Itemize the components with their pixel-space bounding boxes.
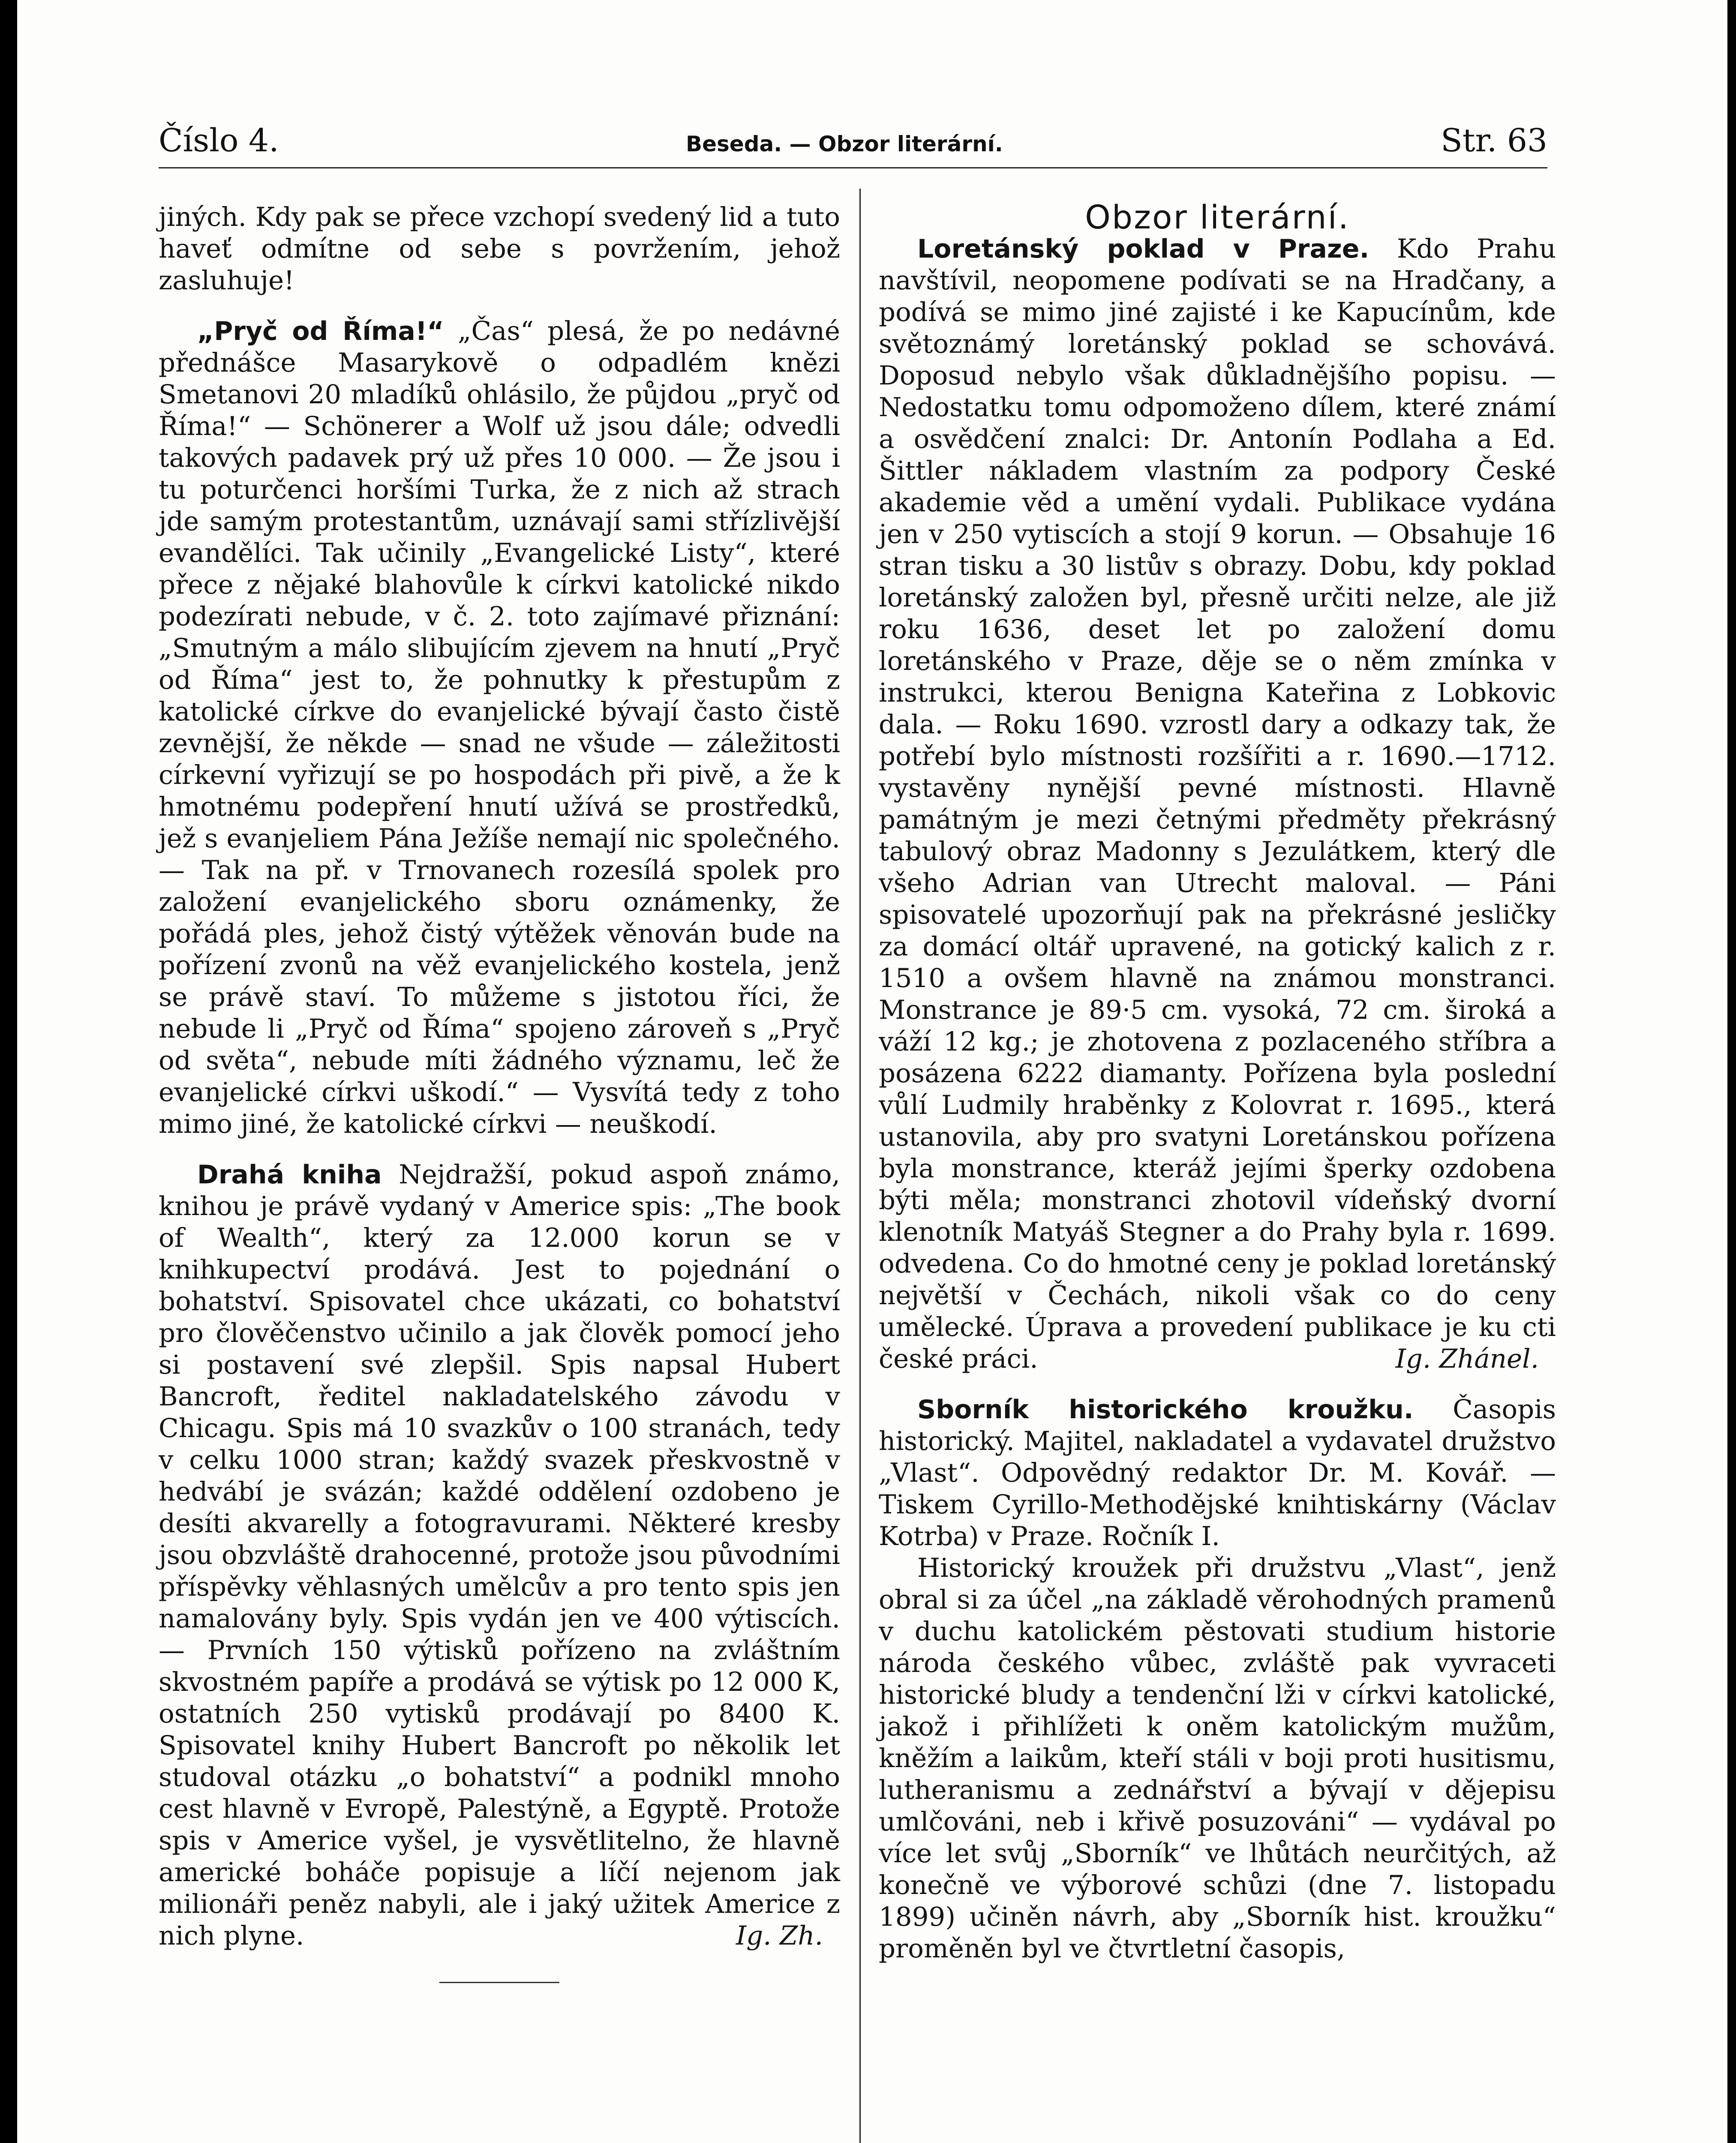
article-sbornik bbox=[879, 1394, 1556, 1552]
article-title: Drahá kniha bbox=[197, 1160, 382, 1190]
article-signature: Ig. Zh. bbox=[736, 1921, 823, 1951]
article-pryc-od-rima bbox=[159, 315, 840, 1140]
intro-paragraph: jiných. Kdy pak se přece vzchopí svedený lid a tuto haveť odmítne od sebe s povržením, jehož zasluhuje! bbox=[159, 202, 840, 296]
page-number: Str. 63 bbox=[1441, 122, 1547, 159]
right-column bbox=[879, 198, 1556, 1965]
column-divider bbox=[859, 189, 861, 2143]
article-draha-kniha bbox=[159, 1159, 840, 1952]
running-title: Beseda. — Obzor literární. bbox=[686, 132, 1003, 156]
article-title: Loretánský poklad v Praze. bbox=[917, 234, 1370, 264]
section-title: Obzor literární. bbox=[1085, 198, 1350, 236]
article-title: Sborník historického kroužku. bbox=[917, 1395, 1414, 1425]
page bbox=[17, 0, 1727, 2143]
article-body: Nejdražší, pokud aspoň známo, knihou je právě vydaný v Americe spis: „The book of Wealth“, který za 12.000 korun se v knihkupectví prodává. Jest to pojednání o bohatství. Spisovatel chce ukázati, co bohatství pro člověčenstvo učinilo a jak člověk pomocí jeho si postavení své zlepšil. Spis napsal Hubert Bancroft, ředitel nakladatelského závodu v Chicagu. Spis má 10 svazkův o 100 stranách, tedy v celku 1000 stran; každý svazek přeskvostně v hedvábí je svázán; každé oddělení ozdobeno je desíti akvarelly a fotogravurami. Některé kresby jsou obzvláště drahocenné, protože jsou původními příspěvky věhlasných umělcův a pro tento spis jen namalovány byly. Spis vydán jen ve 400 výtiscích. — Prvních 150 výtisků pořízeno na zvláštním skvostném papíře a prodává se výtisk po 12 000 K, ostatních 250 vytisků prodávají po 8400 K. Spisovatel knihy Hubert Bancroft po několik let studoval otázku „o bohatství“ a podnikl mnoho cest hlavně v Evropě, Palestýně, a Egyptě. Protože spis v Americe vyšel, je vysvětlitelno, že hlavně americké boháče popisuje a líčí nejenom jak milionáři peněz nabyli, ale i jaký užitek Americe z nich plyne. bbox=[159, 1159, 841, 1951]
running-header bbox=[159, 109, 1547, 161]
article-body: Kdo Prahu navštívil, neopomene podívati se na Hradčany, a podívá se mimo jiné zajisté i ke Kapucínům, kde světoznámý loretánský poklad se schovává. Doposud nebylo však důkladnějšího popisu. — Nedostatku tomu odpomoženo dílem, které známí a osvědčení znalci: Dr. Antonín Podlaha a Ed. Šittler nákladem vlastním za podpory České akademie věd a umění vydali. Publikace vydána jen v 250 vytiscích a stojí 9 korun. — Obsahuje 16 stran tisku a 30 listův s obrazy. Dobu, kdy poklad loretánský založen byl, přesně určiti nelze, ale již roku 1636, deset let po založení domu loretánského v Praze, děje se o něm zmínka v instrukci, kterou Benigna Kateřina z Lobkovic dala. — Roku 1690. vzrostl dary a odkazy tak, že potřebí bylo místnosti rozšířiti a r. 1690.—1712. vystavěny nynější pevné místnosti. Hlavně památným je mezi četnými předměty překrásný tabulový obraz Madonny s Jezulátkem, který dle všeho Adrian van Utrecht maloval. — Páni spisovatelé upozorňují pak na překrásné jesličky za domácí oltář upravené, na gotický kalich z r. 1510 a ovšem hlavně na známou monstranci. Monstrance je 89·5 cm. vysoká, 72 cm. široká a váží 12 kg.; je zhotovena z pozlaceného stříbra a posázena 6222 diamanty. Pořízena byla poslední vůlí Ludmily hraběnky z Kolovrat r. 1695., která ustanovila, aby pro svatyni Loretánskou pořízena byla monstrance, kteráž jejími šperky ozdobena býti měla; monstranci zhotovil vídeňský dvorní klenotník Matyáš Stegner a do Prahy byla r. 1699. odvedena. Co do hmotné ceny je poklad loretánský největší v Čechách, nikoli však co do ceny umělecké. Úprava a provedení publikace je ku cti české práci. bbox=[879, 234, 1556, 1374]
end-rule bbox=[439, 1982, 559, 1983]
header-rule bbox=[159, 167, 1547, 168]
article-signature: Ig. Zhánel. bbox=[1395, 1344, 1539, 1374]
article-title: „Pryč od Říma!“ bbox=[197, 316, 444, 346]
article-loretansky-poklad bbox=[879, 233, 1556, 1375]
article-body: Časopis historický. Majitel, nakladatel a vydavatel družstvo „Vlast“. Odpovědný redaktor Dr. M. Kovář. — Tiskem Cyrillo-Methodějské knihtiskárny (Václav Kotrba) v Praze. Ročník I. bbox=[879, 1394, 1556, 1552]
left-column bbox=[159, 201, 840, 1983]
article-body: „Čas“ plesá, že po nedávné přednášce Masarykově o odpadlém knězi Smetanovi 20 mladíků ohlásilo, že půjdou „pryč od Říma!“ — Schönerer a Wolf už jsou dále; odvedli takových padavek prý už přes 10 000. — Že jsou i tu poturčenci horšími Turka, že z nich až strach jde samým protestantům, uznávají sami střízlivější evandělíci. Tak učinily „Evangelické Listy“, které přece z nějaké blahovůle k církvi katolické nikdo podezírati nebude, v č. 2. toto zajímavé přiznání: „Smutným a málo slibujícím zjevem na hnutí „Pryč od Říma“ jest to, že pohnutky k přestupům z katolické církve do evanjelické bývají často čistě zevnější, že někde — snad ne všude — záležitosti církevní vyřizují se po hospodách při pivě, a že k hmotnému podepření hnutí užívá se prostředků, jež s evanjeliem Pána Ježíše nemají nic společného. — Tak na př. v Trnovanech rozesílá spolek pro založení evanjelického sboru oznámenky, že pořádá ples, jehož čistý výtěžek věnován bude na pořízení zvonů na věž evanjelického kostela, jenž se právě staví. To můžeme s jistotou říci, že nebude li „Pryč od Říma“ spojeno zároveň s „Pryč od světa“, nebude míti žádného významu, leč že evanjelické církvi uškodí.“ — Vysvítá tedy z toho mimo jiné, že katolické církvi — neuškodí. bbox=[159, 316, 840, 1139]
article-sbornik-continued: Historický kroužek při družstvu „Vlast“, jenž obral si za účel „na základě věrohodných pramenů v duchu katolickém pěstovati studium historie národa českého vůbec, zvláště pak vyvraceti historické bludy a tendenční lži v církvi katolické, jakož i přihlížeti k oněm katolickým mužům, kněžím a laikům, kteří stáli v boji proti husitismu, lutheranismu a zednářství a bývají v dějepisu umlčováni, neb i křivě posuzováni“ — vydával po více let svůj „Sborník“ ve lhůtách neurčitých, až konečně ve výborové schůzi (dne 7. listopadu 1899) učiněn návrh, aby „Sborník hist. kroužku“ proměněn byl ve čtvrtletní časopis, bbox=[879, 1553, 1556, 1964]
issue-number: Číslo 4. bbox=[159, 122, 279, 159]
